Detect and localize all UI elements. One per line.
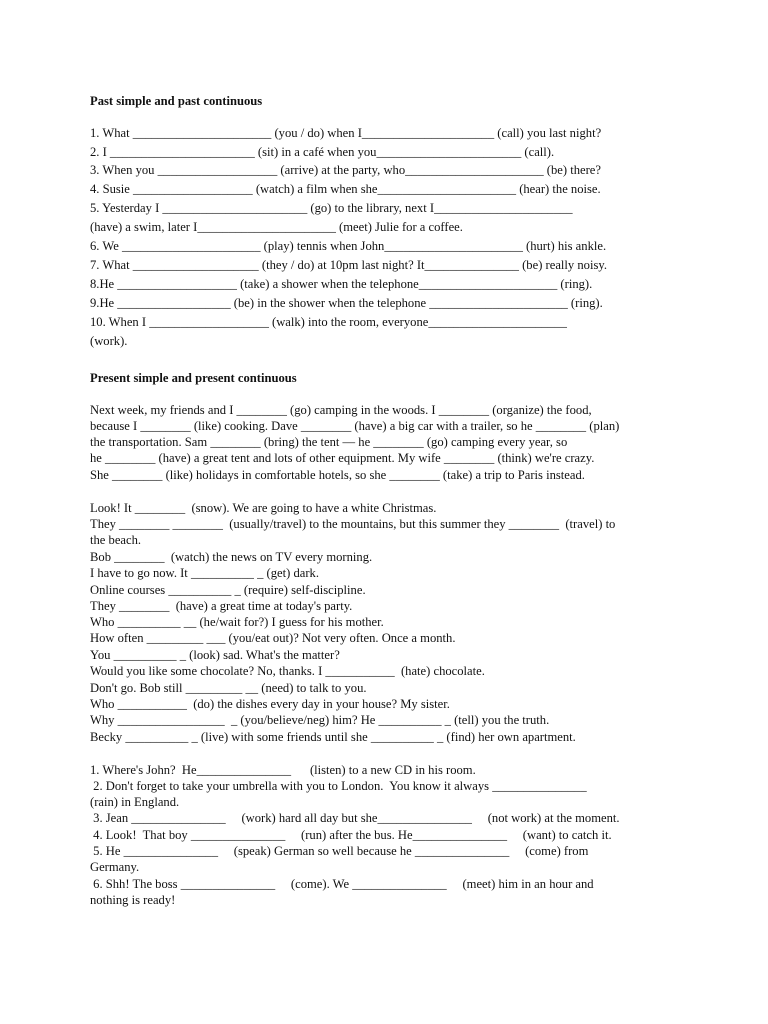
paragraph-line: because I ________ (like) cooking. Dave ________ (have) a big car with a trailer, so he ________ (plan) <box>90 419 620 433</box>
numbered-line: 6. Shh! The boss _______________ (come). We _______________ (meet) him in an hour and <box>90 877 594 891</box>
section-title-present: Present simple and present continuous <box>90 371 297 385</box>
exercise-line: 3. When you ___________________ (arrive) at the party, who______________________ (be) there? <box>90 163 601 177</box>
numbered-line: 4. Look! That boy _______________ (run) after the bus. He_______________ (want) to catch it. <box>90 828 612 842</box>
numbered-line: (rain) in England. <box>90 795 180 809</box>
paragraph-line: Next week, my friends and I ________ (go) camping in the woods. I ________ (organize) the food, <box>90 403 592 417</box>
paragraph-line: the transportation. Sam ________ (bring) the tent — he ________ (go) camping every year, so <box>90 435 568 449</box>
exercise-line: 2. I _______________________ (sit) in a café when you_______________________ (call). <box>90 145 555 159</box>
exercise-line: (work). <box>90 334 128 348</box>
sentence-line: Who ___________ (do) the dishes every day in your house? My sister. <box>90 697 450 711</box>
sentence-line: Online courses __________ _ (require) self-discipline. <box>90 583 366 597</box>
numbered-line: Germany. <box>90 860 140 874</box>
section-title-past: Past simple and past continuous <box>90 94 263 108</box>
sentence-line: They ________ ________ (usually/travel) to the mountains, but this summer they ________ (travel) to <box>90 517 616 531</box>
exercise-line: 1. What ______________________ (you / do) when I_____________________ (call) you last night? <box>90 126 602 140</box>
numbered-line: nothing is ready! <box>90 893 176 907</box>
sentence-line: I have to go now. It __________ _ (get) dark. <box>90 566 319 580</box>
exercise-line: (have) a swim, later I______________________ (meet) Julie for a coffee. <box>90 220 463 234</box>
sentence-line: Bob ________ (watch) the news on TV every morning. <box>90 550 373 564</box>
sentence-line: You __________ _ (look) sad. What's the matter? <box>90 648 340 662</box>
sentence-line: How often _________ ___ (you/eat out)? Not very often. Once a month. <box>90 631 456 645</box>
sentence-line: Why _________________ _ (you/believe/neg) him? He __________ _ (tell) you the truth. <box>90 713 550 727</box>
numbered-line: 3. Jean _______________ (work) hard all day but she_______________ (not work) at the moment. <box>90 811 620 825</box>
sentence-line: They ________ (have) a great time at today's party. <box>90 599 353 613</box>
exercise-line: 8.He ___________________ (take) a shower when the telephone______________________ (ring). <box>90 277 593 291</box>
exercise-line: 4. Susie ___________________ (watch) a film when she______________________ (hear) the noise. <box>90 182 601 196</box>
exercise-line: 6. We ______________________ (play) tennis when John______________________ (hurt) his ankle. <box>90 239 607 253</box>
exercise-line: 9.He __________________ (be) in the shower when the telephone ______________________ (ring). <box>90 296 603 310</box>
paragraph-line: he ________ (have) a great tent and lots of other equipment. My wife ________ (think) we're crazy. <box>90 451 595 465</box>
exercise-line: 5. Yesterday I _______________________ (go) to the library, next I______________________ <box>90 201 573 215</box>
numbered-line: 2. Don't forget to take your umbrella with you to London. You know it always _______________ <box>90 779 587 793</box>
sentence-line: the beach. <box>90 533 142 547</box>
exercise-line: 10. When I ___________________ (walk) into the room, everyone______________________ <box>90 315 567 329</box>
sentence-line: Look! It ________ (snow). We are going to have a white Christmas. <box>90 501 437 515</box>
numbered-line: 1. Where's John? He_______________ (listen) to a new CD in his room. <box>90 763 476 777</box>
sentence-line: Would you like some chocolate? No, thanks. I ___________ (hate) chocolate. <box>90 664 485 678</box>
sentence-line: Who __________ __ (he/wait for?) I guess for his mother. <box>90 615 384 629</box>
sentence-line: Becky __________ _ (live) with some friends until she __________ _ (find) her own apartment. <box>90 730 576 744</box>
paragraph-line: She ________ (like) holidays in comfortable hotels, so she ________ (take) a trip to Paris instead. <box>90 468 585 482</box>
numbered-line: 5. He _______________ (speak) German so well because he _______________ (come) from <box>90 844 589 858</box>
sentence-line: Don't go. Bob still _________ __ (need) to talk to you. <box>90 681 367 695</box>
exercise-line: 7. What ____________________ (they / do) at 10pm last night? It_______________ (be) really noisy. <box>90 258 607 272</box>
